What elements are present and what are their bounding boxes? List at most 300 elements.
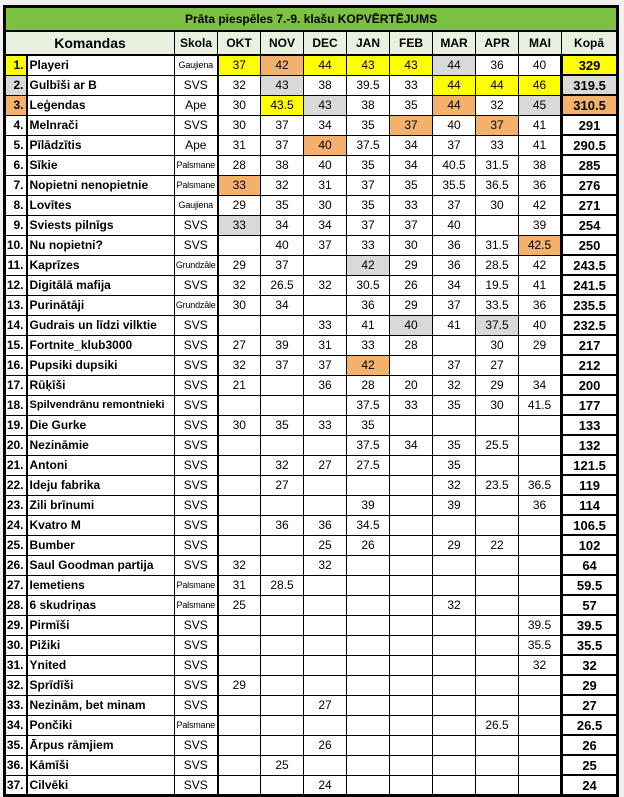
rank-cell[interactable]: 34. — [5, 715, 27, 735]
team-name-cell[interactable]: Ideju fabrika — [27, 475, 175, 495]
score-cell-feb[interactable] — [390, 515, 433, 535]
score-cell-nov[interactable]: 37 — [261, 135, 304, 155]
total-cell[interactable]: 310.5 — [562, 95, 618, 115]
score-cell-mai[interactable] — [519, 455, 562, 475]
score-cell-feb[interactable] — [390, 655, 433, 675]
school-cell[interactable]: Palsmane — [175, 155, 218, 175]
total-cell[interactable]: 119 — [562, 475, 618, 495]
score-cell-okt[interactable] — [218, 515, 261, 535]
school-cell[interactable]: SVS — [175, 755, 218, 775]
rank-cell[interactable]: 24. — [5, 515, 27, 535]
score-cell-jan[interactable]: 27.5 — [347, 455, 390, 475]
score-cell-jan[interactable]: 42 — [347, 355, 390, 375]
score-cell-apr[interactable]: 37.5 — [476, 315, 519, 335]
score-cell-feb[interactable]: 30 — [390, 235, 433, 255]
score-cell-mai[interactable]: 42.5 — [519, 235, 562, 255]
score-cell-okt[interactable]: 32 — [218, 75, 261, 95]
total-cell[interactable]: 106.5 — [562, 515, 618, 535]
score-cell-mai[interactable]: 34 — [519, 375, 562, 395]
score-cell-okt[interactable]: 30 — [218, 115, 261, 135]
total-cell[interactable]: 59.5 — [562, 575, 618, 595]
team-name-cell[interactable]: Playeri — [27, 55, 175, 75]
rank-cell[interactable]: 5. — [5, 135, 27, 155]
score-cell-dec[interactable] — [304, 755, 347, 775]
score-cell-okt[interactable]: 30 — [218, 295, 261, 315]
score-cell-jan[interactable]: 37.5 — [347, 395, 390, 415]
score-cell-feb[interactable] — [390, 535, 433, 555]
team-name-cell[interactable]: 6 skudriņas — [27, 595, 175, 615]
score-cell-apr[interactable] — [476, 215, 519, 235]
score-cell-mar[interactable] — [433, 715, 476, 735]
school-cell[interactable]: SVS — [175, 615, 218, 635]
rank-cell[interactable]: 14. — [5, 315, 27, 335]
score-cell-apr[interactable] — [476, 515, 519, 535]
score-cell-nov[interactable]: 38 — [261, 155, 304, 175]
school-cell[interactable]: SVS — [175, 675, 218, 695]
score-cell-feb[interactable]: 29 — [390, 255, 433, 275]
team-name-cell[interactable]: Rūķīši — [27, 375, 175, 395]
score-cell-nov[interactable]: 36 — [261, 515, 304, 535]
score-cell-mai[interactable] — [519, 715, 562, 735]
score-cell-okt[interactable]: 32 — [218, 355, 261, 375]
score-cell-nov[interactable] — [261, 395, 304, 415]
school-cell[interactable]: Palsmane — [175, 715, 218, 735]
score-cell-jan[interactable]: 41 — [347, 315, 390, 335]
score-cell-feb[interactable] — [390, 475, 433, 495]
total-cell[interactable]: 35.5 — [562, 635, 618, 655]
score-cell-feb[interactable] — [390, 355, 433, 375]
score-cell-okt[interactable]: 31 — [218, 135, 261, 155]
score-cell-dec[interactable] — [304, 435, 347, 455]
score-cell-mar[interactable]: 35 — [433, 435, 476, 455]
score-cell-dec[interactable] — [304, 495, 347, 515]
score-cell-mai[interactable]: 46 — [519, 75, 562, 95]
score-cell-feb[interactable]: 37 — [390, 115, 433, 135]
score-cell-mar[interactable] — [433, 635, 476, 655]
score-cell-nov[interactable]: 28.5 — [261, 575, 304, 595]
score-cell-apr[interactable] — [476, 775, 519, 796]
score-cell-jan[interactable] — [347, 595, 390, 615]
score-cell-mai[interactable]: 38 — [519, 155, 562, 175]
score-cell-dec[interactable] — [304, 295, 347, 315]
total-cell[interactable]: 250 — [562, 235, 618, 255]
total-cell[interactable]: 121.5 — [562, 455, 618, 475]
rank-cell[interactable]: 36. — [5, 755, 27, 775]
score-cell-okt[interactable]: 29 — [218, 255, 261, 275]
score-cell-dec[interactable] — [304, 655, 347, 675]
school-cell[interactable]: Palsmane — [175, 575, 218, 595]
rank-cell[interactable]: 13. — [5, 295, 27, 315]
total-cell[interactable]: 329 — [562, 55, 618, 75]
score-cell-okt[interactable] — [218, 755, 261, 775]
score-cell-mar[interactable] — [433, 415, 476, 435]
total-cell[interactable]: 24 — [562, 775, 618, 796]
score-cell-dec[interactable]: 34 — [304, 215, 347, 235]
score-cell-mar[interactable]: 29 — [433, 535, 476, 555]
team-name-cell[interactable]: Pižiki — [27, 635, 175, 655]
score-cell-okt[interactable]: 28 — [218, 155, 261, 175]
school-cell[interactable]: SVS — [175, 115, 218, 135]
score-cell-mar[interactable]: 44 — [433, 75, 476, 95]
score-cell-mai[interactable] — [519, 735, 562, 755]
score-cell-nov[interactable] — [261, 375, 304, 395]
total-cell[interactable]: 212 — [562, 355, 618, 375]
total-cell[interactable]: 29 — [562, 675, 618, 695]
score-cell-mar[interactable]: 44 — [433, 95, 476, 115]
score-cell-apr[interactable]: 33.5 — [476, 295, 519, 315]
score-cell-feb[interactable]: 26 — [390, 275, 433, 295]
score-cell-dec[interactable]: 36 — [304, 375, 347, 395]
score-cell-mai[interactable]: 36 — [519, 495, 562, 515]
score-cell-mar[interactable]: 35 — [433, 395, 476, 415]
team-name-cell[interactable]: Melnrači — [27, 115, 175, 135]
team-name-cell[interactable]: Pupsiki dupsiki — [27, 355, 175, 375]
school-cell[interactable]: SVS — [175, 335, 218, 355]
score-cell-jan[interactable]: 26 — [347, 535, 390, 555]
score-cell-feb[interactable] — [390, 695, 433, 715]
score-cell-dec[interactable]: 33 — [304, 315, 347, 335]
score-cell-okt[interactable] — [218, 655, 261, 675]
team-name-cell[interactable]: Kāmīši — [27, 755, 175, 775]
score-cell-feb[interactable]: 34 — [390, 435, 433, 455]
team-name-cell[interactable]: Cilvēki — [27, 775, 175, 796]
score-cell-mar[interactable]: 32 — [433, 375, 476, 395]
score-cell-apr[interactable] — [476, 575, 519, 595]
rank-cell[interactable]: 7. — [5, 175, 27, 195]
score-cell-mar[interactable] — [433, 335, 476, 355]
school-cell[interactable]: SVS — [175, 655, 218, 675]
school-cell[interactable]: SVS — [175, 555, 218, 575]
score-cell-jan[interactable]: 35 — [347, 155, 390, 175]
school-cell[interactable]: SVS — [175, 475, 218, 495]
rank-cell[interactable]: 22. — [5, 475, 27, 495]
score-cell-nov[interactable] — [261, 535, 304, 555]
team-name-cell[interactable]: Zili brīnumi — [27, 495, 175, 515]
score-cell-okt[interactable] — [218, 615, 261, 635]
score-cell-nov[interactable]: 34 — [261, 295, 304, 315]
score-cell-mar[interactable]: 32 — [433, 595, 476, 615]
score-cell-nov[interactable] — [261, 435, 304, 455]
score-cell-jan[interactable]: 35 — [347, 195, 390, 215]
score-cell-dec[interactable]: 40 — [304, 155, 347, 175]
score-cell-apr[interactable]: 37 — [476, 115, 519, 135]
score-cell-mar[interactable]: 44 — [433, 55, 476, 75]
score-cell-jan[interactable]: 33 — [347, 235, 390, 255]
rank-cell[interactable]: 15. — [5, 335, 27, 355]
total-cell[interactable]: 26.5 — [562, 715, 618, 735]
score-cell-mai[interactable] — [519, 515, 562, 535]
score-cell-apr[interactable]: 29 — [476, 375, 519, 395]
score-cell-apr[interactable] — [476, 655, 519, 675]
score-cell-dec[interactable]: 33 — [304, 415, 347, 435]
header-mar[interactable]: MAR — [433, 31, 476, 55]
total-cell[interactable]: 64 — [562, 555, 618, 575]
score-cell-mar[interactable]: 37 — [433, 135, 476, 155]
header-feb[interactable]: FEB — [390, 31, 433, 55]
score-cell-apr[interactable] — [476, 675, 519, 695]
score-cell-mai[interactable]: 32 — [519, 655, 562, 675]
score-cell-okt[interactable]: 29 — [218, 675, 261, 695]
team-name-cell[interactable]: Nopietni nenopietnie — [27, 175, 175, 195]
team-name-cell[interactable]: Kvatro M — [27, 515, 175, 535]
score-cell-mai[interactable]: 29 — [519, 335, 562, 355]
school-cell[interactable]: SVS — [175, 75, 218, 95]
rank-cell[interactable]: 9. — [5, 215, 27, 235]
score-cell-dec[interactable] — [304, 255, 347, 275]
score-cell-apr[interactable]: 25.5 — [476, 435, 519, 455]
rank-cell[interactable]: 35. — [5, 735, 27, 755]
score-cell-apr[interactable]: 31.5 — [476, 235, 519, 255]
score-cell-jan[interactable] — [347, 655, 390, 675]
score-cell-nov[interactable]: 39 — [261, 335, 304, 355]
score-cell-apr[interactable]: 30 — [476, 195, 519, 215]
score-cell-okt[interactable] — [218, 535, 261, 555]
score-cell-dec[interactable]: 37 — [304, 235, 347, 255]
score-cell-mar[interactable] — [433, 615, 476, 635]
score-cell-nov[interactable]: 35 — [261, 195, 304, 215]
score-cell-mar[interactable]: 37 — [433, 295, 476, 315]
score-cell-mai[interactable]: 42 — [519, 195, 562, 215]
header-jan[interactable]: JAN — [347, 31, 390, 55]
score-cell-mai[interactable]: 36 — [519, 175, 562, 195]
score-cell-mar[interactable] — [433, 755, 476, 775]
total-cell[interactable]: 235.5 — [562, 295, 618, 315]
score-cell-dec[interactable]: 43 — [304, 95, 347, 115]
score-cell-apr[interactable] — [476, 495, 519, 515]
score-cell-jan[interactable]: 33 — [347, 335, 390, 355]
score-cell-okt[interactable] — [218, 495, 261, 515]
rank-cell[interactable]: 28. — [5, 595, 27, 615]
score-cell-feb[interactable]: 34 — [390, 135, 433, 155]
header-okt[interactable]: OKT — [218, 31, 261, 55]
team-name-cell[interactable]: Ārpus rāmjiem — [27, 735, 175, 755]
total-cell[interactable]: 291 — [562, 115, 618, 135]
total-cell[interactable]: 57 — [562, 595, 618, 615]
school-cell[interactable]: SVS — [175, 315, 218, 335]
score-cell-dec[interactable]: 38 — [304, 75, 347, 95]
score-cell-mai[interactable]: 39 — [519, 215, 562, 235]
rank-cell[interactable]: 12. — [5, 275, 27, 295]
rank-cell[interactable]: 10. — [5, 235, 27, 255]
score-cell-mai[interactable]: 41 — [519, 275, 562, 295]
score-cell-nov[interactable]: 25 — [261, 755, 304, 775]
score-cell-jan[interactable] — [347, 575, 390, 595]
rank-cell[interactable]: 32. — [5, 675, 27, 695]
score-cell-jan[interactable]: 35 — [347, 115, 390, 135]
total-cell[interactable]: 217 — [562, 335, 618, 355]
school-cell[interactable]: Gaujiena — [175, 195, 218, 215]
score-cell-dec[interactable]: 26 — [304, 735, 347, 755]
score-cell-mar[interactable]: 36 — [433, 235, 476, 255]
score-cell-okt[interactable]: 30 — [218, 95, 261, 115]
score-cell-jan[interactable] — [347, 775, 390, 796]
score-cell-mai[interactable] — [519, 435, 562, 455]
score-cell-okt[interactable]: 27 — [218, 335, 261, 355]
score-cell-nov[interactable] — [261, 655, 304, 675]
score-cell-nov[interactable]: 27 — [261, 475, 304, 495]
header-apr[interactable]: APR — [476, 31, 519, 55]
score-cell-dec[interactable]: 25 — [304, 535, 347, 555]
score-cell-feb[interactable] — [390, 455, 433, 475]
score-cell-okt[interactable]: 33 — [218, 215, 261, 235]
total-cell[interactable]: 290.5 — [562, 135, 618, 155]
score-cell-okt[interactable]: 37 — [218, 55, 261, 75]
score-cell-apr[interactable] — [476, 615, 519, 635]
team-name-cell[interactable]: Gudrais un līdzi vilktie — [27, 315, 175, 335]
score-cell-feb[interactable]: 43 — [390, 55, 433, 75]
team-name-cell[interactable]: Sīkie — [27, 155, 175, 175]
score-cell-dec[interactable]: 40 — [304, 135, 347, 155]
score-cell-apr[interactable]: 23.5 — [476, 475, 519, 495]
score-cell-mai[interactable]: 41 — [519, 115, 562, 135]
total-cell[interactable]: 271 — [562, 195, 618, 215]
score-cell-apr[interactable]: 22 — [476, 535, 519, 555]
total-cell[interactable]: 27 — [562, 695, 618, 715]
rank-cell[interactable]: 16. — [5, 355, 27, 375]
total-cell[interactable]: 32 — [562, 655, 618, 675]
score-cell-nov[interactable] — [261, 595, 304, 615]
score-cell-mar[interactable]: 32 — [433, 475, 476, 495]
score-cell-jan[interactable]: 36 — [347, 295, 390, 315]
score-cell-mar[interactable] — [433, 515, 476, 535]
school-cell[interactable]: SVS — [175, 415, 218, 435]
score-cell-apr[interactable] — [476, 595, 519, 615]
header-dec[interactable]: DEC — [304, 31, 347, 55]
score-cell-nov[interactable]: 35 — [261, 415, 304, 435]
score-cell-dec[interactable]: 34 — [304, 115, 347, 135]
score-cell-apr[interactable] — [476, 455, 519, 475]
score-cell-feb[interactable] — [390, 635, 433, 655]
score-cell-jan[interactable] — [347, 475, 390, 495]
score-cell-mai[interactable] — [519, 755, 562, 775]
score-cell-dec[interactable] — [304, 715, 347, 735]
score-cell-nov[interactable] — [261, 555, 304, 575]
rank-cell[interactable]: 3. — [5, 95, 27, 115]
school-cell[interactable]: SVS — [175, 275, 218, 295]
score-cell-apr[interactable]: 36.5 — [476, 175, 519, 195]
score-cell-mai[interactable]: 40 — [519, 55, 562, 75]
score-cell-jan[interactable]: 37 — [347, 215, 390, 235]
score-cell-feb[interactable] — [390, 715, 433, 735]
score-cell-nov[interactable]: 37 — [261, 115, 304, 135]
score-cell-jan[interactable]: 39.5 — [347, 75, 390, 95]
rank-cell[interactable]: 33. — [5, 695, 27, 715]
score-cell-nov[interactable]: 26.5 — [261, 275, 304, 295]
score-cell-mai[interactable]: 41 — [519, 135, 562, 155]
score-cell-mar[interactable]: 37 — [433, 355, 476, 375]
school-cell[interactable]: Palsmane — [175, 175, 218, 195]
score-cell-mai[interactable]: 39.5 — [519, 615, 562, 635]
score-cell-feb[interactable]: 40 — [390, 315, 433, 335]
score-cell-jan[interactable]: 42 — [347, 255, 390, 275]
score-cell-okt[interactable]: 29 — [218, 195, 261, 215]
team-name-cell[interactable]: Saul Goodman partija — [27, 555, 175, 575]
school-cell[interactable]: SVS — [175, 215, 218, 235]
score-cell-feb[interactable] — [390, 495, 433, 515]
score-cell-apr[interactable]: 31.5 — [476, 155, 519, 175]
rank-cell[interactable]: 1. — [5, 55, 27, 75]
score-cell-dec[interactable] — [304, 395, 347, 415]
score-cell-jan[interactable]: 30.5 — [347, 275, 390, 295]
score-cell-dec[interactable]: 31 — [304, 335, 347, 355]
score-cell-jan[interactable] — [347, 555, 390, 575]
school-cell[interactable]: SVS — [175, 355, 218, 375]
score-cell-dec[interactable]: 30 — [304, 195, 347, 215]
score-cell-jan[interactable]: 38 — [347, 95, 390, 115]
score-cell-mar[interactable]: 35.5 — [433, 175, 476, 195]
score-cell-jan[interactable]: 34.5 — [347, 515, 390, 535]
score-cell-okt[interactable] — [218, 735, 261, 755]
team-name-cell[interactable]: Sviests pilnīgs — [27, 215, 175, 235]
team-name-cell[interactable]: Purinātāji — [27, 295, 175, 315]
score-cell-dec[interactable] — [304, 635, 347, 655]
score-cell-mar[interactable] — [433, 555, 476, 575]
score-cell-okt[interactable] — [218, 455, 261, 475]
score-cell-jan[interactable]: 35 — [347, 415, 390, 435]
score-cell-apr[interactable] — [476, 735, 519, 755]
score-cell-dec[interactable] — [304, 675, 347, 695]
score-cell-dec[interactable]: 27 — [304, 455, 347, 475]
school-cell[interactable]: Ape — [175, 135, 218, 155]
team-name-cell[interactable]: Leģendas — [27, 95, 175, 115]
score-cell-apr[interactable]: 32 — [476, 95, 519, 115]
score-cell-okt[interactable] — [218, 475, 261, 495]
score-cell-feb[interactable] — [390, 575, 433, 595]
score-cell-okt[interactable] — [218, 235, 261, 255]
total-cell[interactable]: 241.5 — [562, 275, 618, 295]
score-cell-okt[interactable] — [218, 695, 261, 715]
score-cell-feb[interactable] — [390, 555, 433, 575]
score-cell-dec[interactable]: 36 — [304, 515, 347, 535]
score-cell-jan[interactable] — [347, 755, 390, 775]
score-cell-okt[interactable]: 31 — [218, 575, 261, 595]
score-cell-mar[interactable]: 34 — [433, 275, 476, 295]
school-cell[interactable]: SVS — [175, 435, 218, 455]
header-skola[interactable]: Skola — [175, 31, 218, 55]
score-cell-jan[interactable] — [347, 635, 390, 655]
score-cell-apr[interactable]: 30 — [476, 335, 519, 355]
score-cell-dec[interactable]: 44 — [304, 55, 347, 75]
score-cell-mai[interactable] — [519, 415, 562, 435]
score-cell-mai[interactable]: 36 — [519, 295, 562, 315]
team-name-cell[interactable]: Fortnite_klub3000 — [27, 335, 175, 355]
score-cell-okt[interactable]: 32 — [218, 555, 261, 575]
score-cell-feb[interactable] — [390, 415, 433, 435]
total-cell[interactable]: 243.5 — [562, 255, 618, 275]
rank-cell[interactable]: 8. — [5, 195, 27, 215]
rank-cell[interactable]: 31. — [5, 655, 27, 675]
school-cell[interactable]: SVS — [175, 395, 218, 415]
total-cell[interactable]: 177 — [562, 395, 618, 415]
score-cell-mar[interactable]: 37 — [433, 195, 476, 215]
score-cell-dec[interactable]: 32 — [304, 555, 347, 575]
total-cell[interactable]: 285 — [562, 155, 618, 175]
score-cell-dec[interactable] — [304, 595, 347, 615]
score-cell-apr[interactable] — [476, 755, 519, 775]
score-cell-okt[interactable] — [218, 635, 261, 655]
total-cell[interactable]: 319.5 — [562, 75, 618, 95]
rank-cell[interactable]: 19. — [5, 415, 27, 435]
score-cell-mar[interactable] — [433, 695, 476, 715]
score-cell-feb[interactable]: 20 — [390, 375, 433, 395]
score-cell-dec[interactable]: 31 — [304, 175, 347, 195]
score-cell-mai[interactable] — [519, 675, 562, 695]
total-cell[interactable]: 132 — [562, 435, 618, 455]
school-cell[interactable]: Grundzāle — [175, 295, 218, 315]
score-cell-okt[interactable]: 32 — [218, 275, 261, 295]
rank-cell[interactable]: 21. — [5, 455, 27, 475]
score-cell-feb[interactable]: 33 — [390, 195, 433, 215]
